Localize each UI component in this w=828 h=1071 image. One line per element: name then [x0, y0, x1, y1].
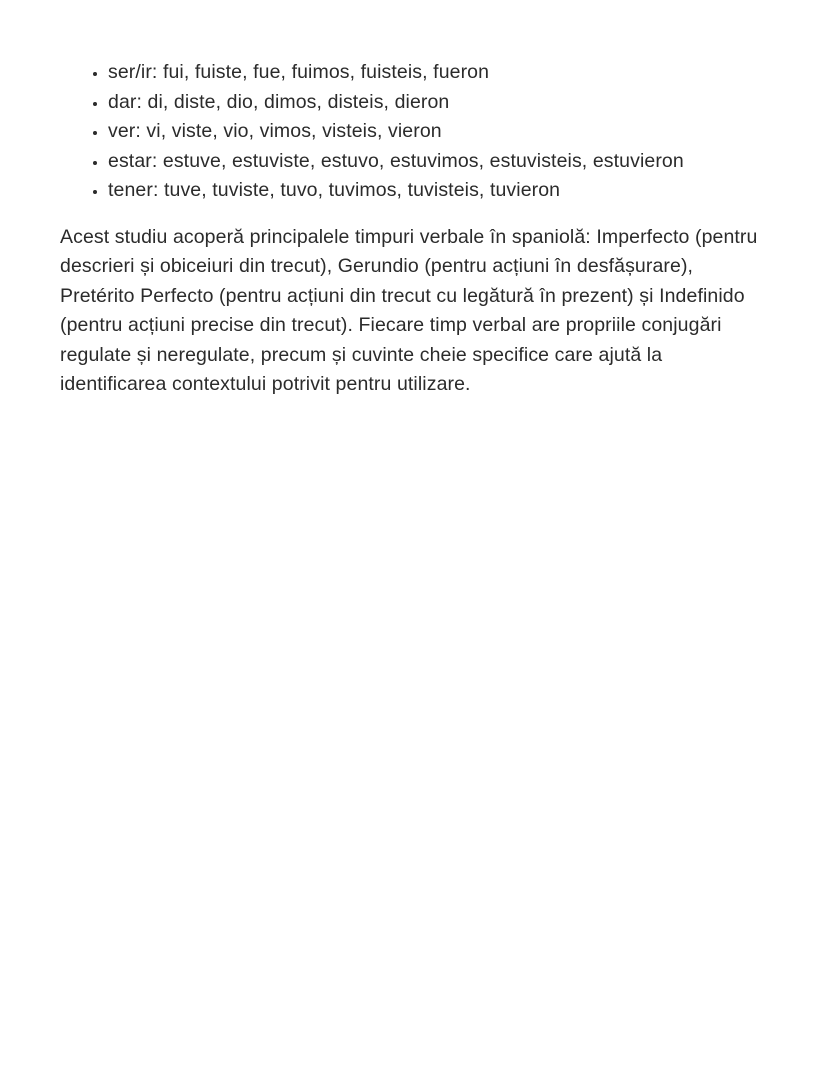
- list-item: • ser/ir: fui, fuiste, fue, fuimos, fuisteis, fueron: [108, 58, 773, 88]
- summary-paragraph: Acest studiu acoperă principalele timpuri verbale în spaniolă: Imperfecto (pentru descrieri și obiceiuri din trecut), Gerundio (pentru acțiuni în desfășurare), Pretérito Perfecto (pentru acțiuni din trecut cu legătură în prezent) și Indefinido (pentru acțiuni precise din trecut). Fiecare timp verbal are propriile conjugări regulate și neregulate, precum și cuvinte cheie specifice care ajută la identificarea contextului potrivit pentru utilizare.: [60, 225, 758, 395]
- list-item: • dar: di, diste, dio, dimos, disteis, dieron: [108, 88, 773, 118]
- verb-conjugation-list: [60, 58, 773, 206]
- list-item: • estar: estuve, estuviste, estuvo, estuvimos, estuvisteis, estuvieron: [108, 147, 773, 177]
- list-item: • tener: tuve, tuviste, tuvo, tuvimos, tuvisteis, tuvieron: [108, 176, 773, 206]
- list-item: • ver: vi, viste, vio, vimos, visteis, vieron: [108, 117, 773, 147]
